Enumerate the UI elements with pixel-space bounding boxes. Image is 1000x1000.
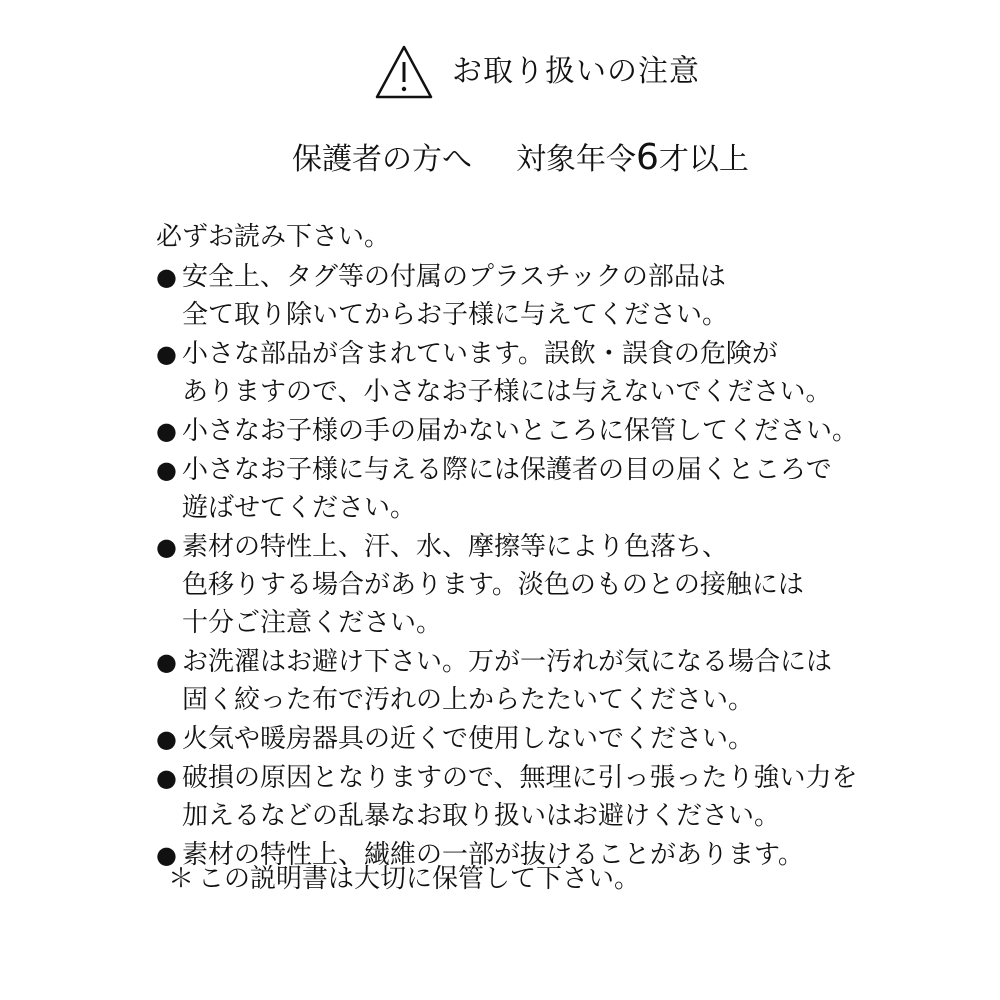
footnote — [168, 860, 640, 898]
bullet-icon: ● — [156, 417, 177, 445]
bullet-icon: ● — [156, 456, 177, 484]
item-text: 破損の原因となりますので、無理に引っ張ったり強い力を 加えるなどの乱暴なお取り扱いはお避けください。 — [182, 763, 858, 831]
instructions — [156, 218, 876, 875]
list-item — [156, 528, 876, 642]
bullet-icon: ● — [156, 841, 177, 869]
item-text: 素材の特性上、汗、水、摩擦等により色落ち、 色移りする場合があります。淡色のものとの接触には 十分ご注意ください。 — [182, 532, 804, 638]
warning-triangle-icon — [374, 44, 434, 100]
list-item — [156, 412, 876, 450]
item-text: 安全上、タグ等の付属のプラスチックの部品は 全て取り除いてからお子様に与えてください。 — [182, 262, 729, 330]
page-title: お取り扱いの注意 — [452, 54, 700, 89]
list-item — [156, 258, 876, 334]
footnote-text: この説明書は大切に保管して下さい。 — [198, 864, 641, 894]
item-text: 小さなお子様に与える際には保護者の目の届くところで 遊ばせてください。 — [182, 455, 832, 523]
item-text: 小さな部品が含まれています。誤飲・誤食の危険が ありますので、小さなお子様には与えないでください。 — [182, 339, 832, 407]
item-text: 小さなお子様の手の届かないところに保管してください。 — [182, 416, 859, 446]
age-number: 6 — [636, 137, 659, 178]
list-item — [156, 335, 876, 411]
intro-text: 必ずお読み下さい。 — [156, 222, 391, 252]
bullet-icon: ● — [156, 764, 177, 792]
item-text: 素材の特性上、繊維の一部が抜けることがあります。 — [182, 840, 804, 870]
title-row — [374, 44, 700, 100]
item-text: お洗濯はお避け下さい。万が一汚れが気になる場合には 固く絞った布で汚れの上からたたいてください。 — [182, 647, 833, 715]
item-text: 火気や暖房器具の近くで使用しないでください。 — [182, 724, 755, 754]
bullet-icon: ● — [156, 533, 177, 561]
audience-label: 保護者の方へ — [292, 142, 472, 177]
bullet-icon: ● — [156, 725, 177, 753]
list-item — [156, 451, 876, 527]
audience-line — [292, 136, 749, 182]
bullet-icon: ● — [156, 340, 177, 368]
list-item — [156, 720, 876, 758]
asterisk-icon: ＊ — [168, 864, 195, 894]
list-item — [156, 643, 876, 719]
precaution-list — [156, 258, 876, 874]
list-item — [156, 759, 876, 835]
bullet-icon: ● — [156, 648, 177, 676]
age-suffix: 才以上 — [658, 142, 749, 177]
bullet-icon: ● — [156, 263, 177, 291]
age-prefix: 対象年令 — [516, 142, 636, 177]
